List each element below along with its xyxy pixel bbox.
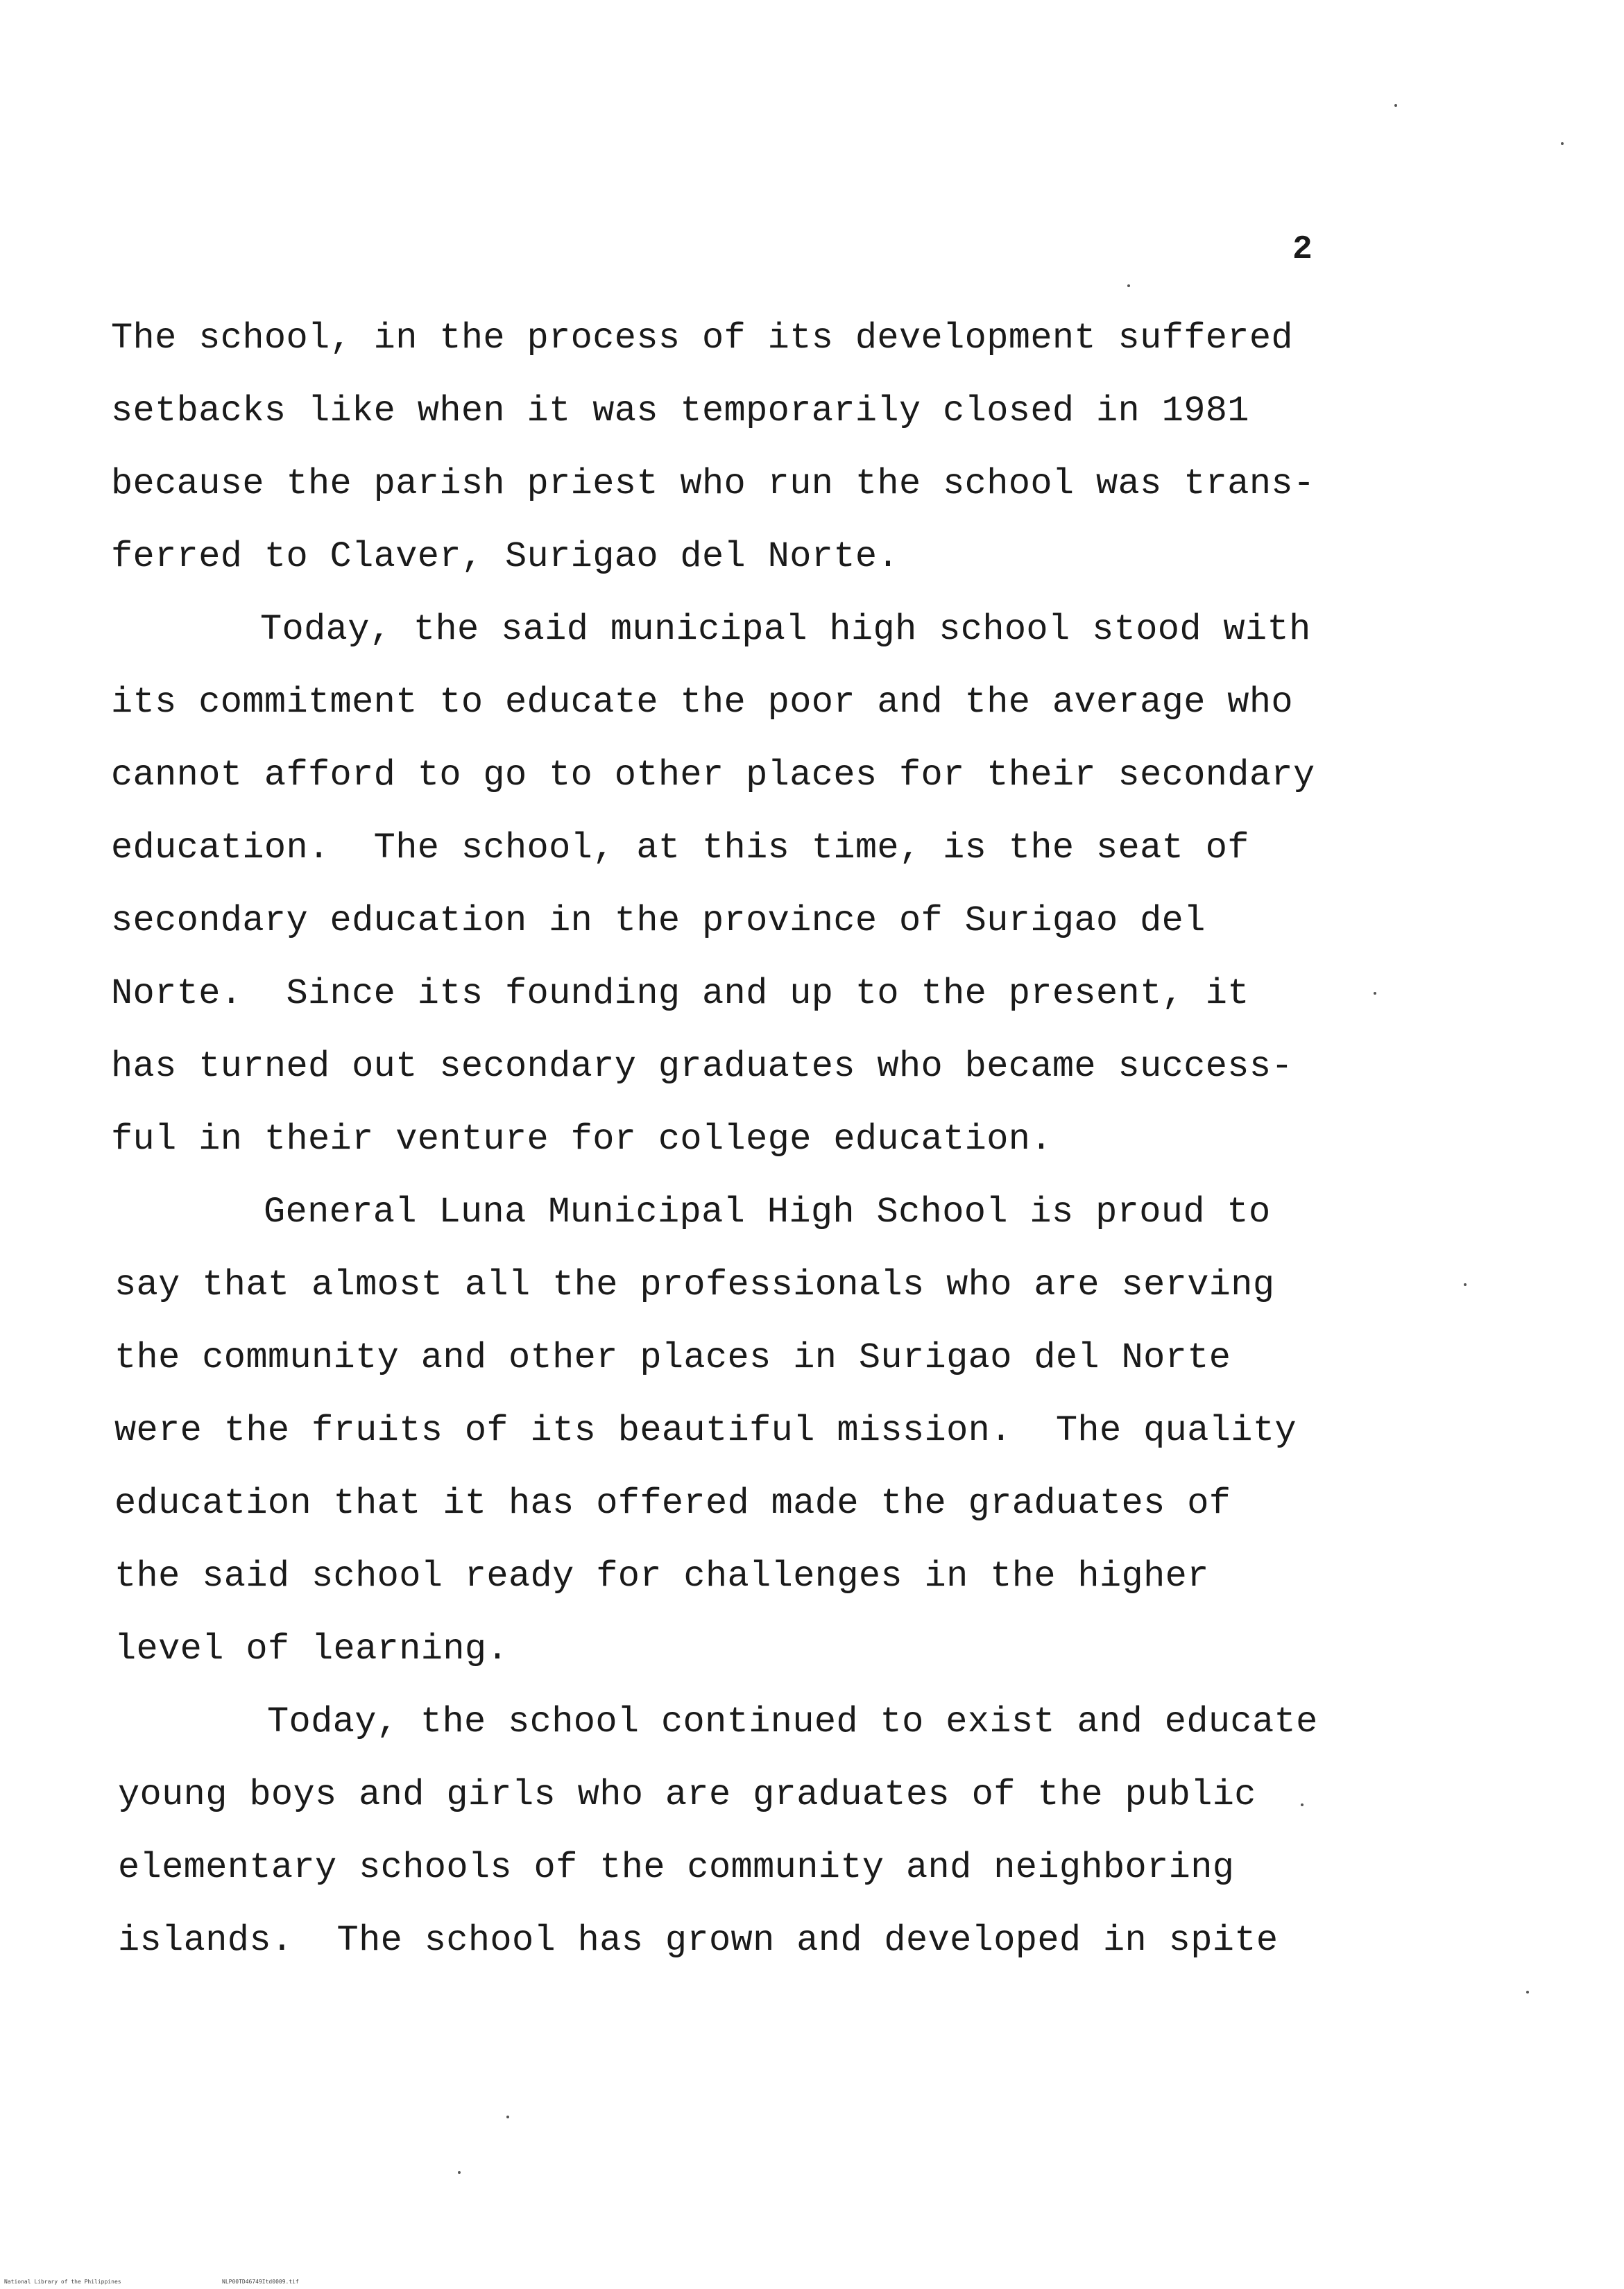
text-line: cannot afford to go to other places for their secondary [111,755,1315,796]
text-line: because the parish priest who run the school was trans- [111,463,1315,504]
text-line: young boys and girls who are graduates of the public [118,1774,1256,1815]
text-line: education. The school, at this time, is the seat of [111,828,1249,868]
footer-file-id: NLP00TD46749Itd0009.tif [222,2279,299,2285]
text-line: its commitment to educate the poor and the average who [111,682,1293,723]
text-line: were the fruits of its beautiful mission. The quality [114,1410,1297,1451]
scan-speck [1374,992,1376,995]
scan-speck [1394,104,1397,107]
footer-library-name: National Library of the Philippines [4,2279,121,2285]
text-line: education that it has offered made the graduates of [114,1483,1231,1524]
text-line: level of learning. [114,1629,508,1670]
text-line: The school, in the process of its development suffered [111,318,1293,359]
scan-speck [1526,1991,1529,1994]
scan-speck [1301,1803,1304,1806]
text-line: the said school ready for challenges in the higher [114,1556,1209,1597]
text-line: ferred to Claver, Surigao del Norte. [111,536,899,577]
text-line: islands. The school has grown and developed in spite [118,1920,1279,1961]
text-line: Norte. Since its founding and up to the present, it [111,973,1249,1014]
scan-speck [458,2171,461,2174]
text-line: Today, the school continued to exist and educate [267,1701,1318,1742]
text-line: say that almost all the professionals who are serving [114,1264,1275,1305]
text-line: has turned out secondary graduates who became success- [111,1046,1293,1087]
text-line: the community and other places in Surigao del Norte [114,1337,1231,1378]
text-line: setbacks like when it was temporarily closed in 1981 [111,391,1249,431]
text-line: General Luna Municipal High School is proud to [264,1192,1271,1233]
scan-speck [1127,284,1130,287]
text-line: Today, the said municipal high school stood with [260,609,1311,650]
scan-speck [1464,1283,1467,1286]
page-number: 2 [1292,231,1313,268]
scan-speck [1561,142,1564,145]
text-line: secondary education in the province of Surigao del [111,900,1206,941]
text-line: elementary schools of the community and neighboring [118,1847,1235,1888]
scan-speck [506,2116,509,2118]
text-line: ful in their venture for college education. [111,1119,1052,1160]
